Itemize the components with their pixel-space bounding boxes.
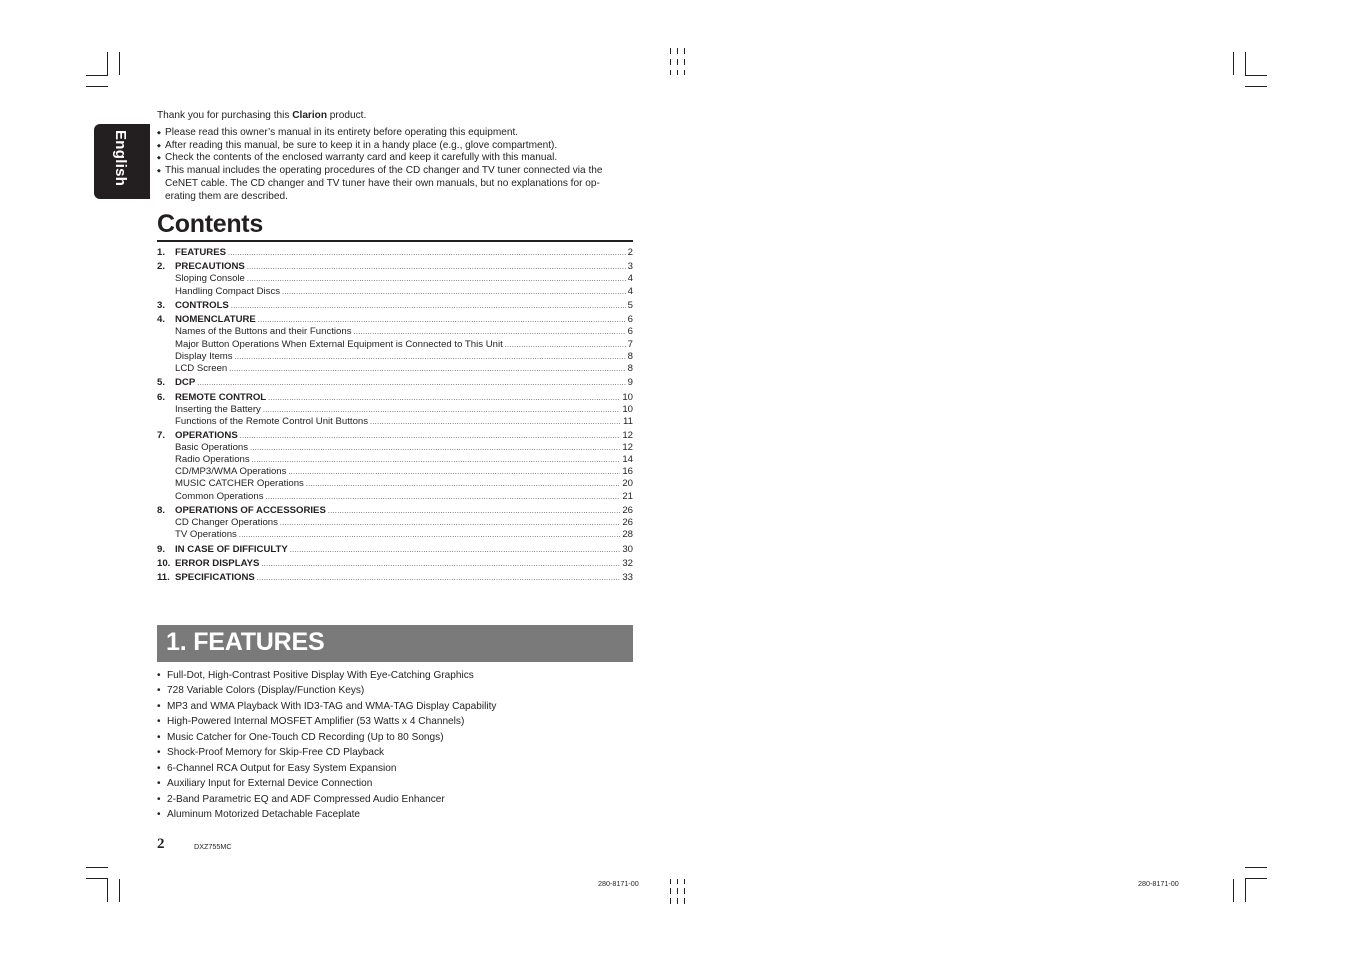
toc-entry-number: 6. (157, 391, 166, 403)
toc-entry-page: 33 (622, 572, 633, 584)
intro-bullet-continuation: erating them are described. (165, 190, 288, 202)
toc-leader-dots (252, 455, 621, 467)
toc-entry-page: 10 (622, 391, 633, 403)
toc-subentry-title: TV Operations (175, 529, 237, 541)
toc-entry-number: 9. (157, 543, 166, 555)
toc-subentry-page: 11 (623, 415, 633, 427)
toc-subentry[interactable] (157, 404, 633, 416)
feature-item: • Music Catcher for One-Touch CD Recording (Up to 80 Songs) (157, 730, 496, 745)
toc-subentry-title: Handling Compact Discs (175, 285, 281, 297)
toc-section (157, 314, 633, 374)
toc-section (157, 261, 633, 297)
toc-subentry-title: Display Items (175, 350, 233, 362)
toc-subentry-page: 14 (622, 454, 633, 466)
toc-subentry-page: 16 (622, 466, 633, 478)
toc-subentry[interactable] (157, 454, 633, 466)
thanks-suffix: product. (327, 110, 367, 121)
toc-leader-dots (266, 492, 621, 504)
toc-entry-number: 1. (157, 247, 166, 258)
feature-item: • 2-Band Parametric EQ and ADF Compressed Audio Enhancer (157, 792, 496, 807)
document-code-right: 280-8171-00 (1138, 879, 1179, 888)
toc-leader-dots (268, 393, 620, 405)
toc-entry-title: OPERATIONS OF ACCESSORIES (175, 504, 326, 516)
feature-item: • 728 Variable Colors (Display/Function Keys) (157, 683, 496, 698)
toc-subentry[interactable] (157, 478, 633, 490)
toc-leader-dots (505, 340, 626, 352)
toc-leader-dots (231, 301, 626, 313)
toc-leader-dots (288, 467, 620, 479)
language-tab (94, 124, 150, 199)
toc-entry[interactable] (157, 314, 633, 326)
toc-entry-number: 11. (157, 572, 170, 584)
feature-item: • Auxiliary Input for External Device Connection (157, 776, 496, 791)
toc-entry[interactable] (157, 300, 633, 312)
toc-leader-dots (239, 530, 620, 542)
toc-leader-dots (306, 479, 620, 491)
toc-leader-dots (290, 545, 621, 557)
toc-entry-page: 26 (622, 504, 633, 516)
toc-entry-title: SPECIFICATIONS (175, 572, 255, 584)
toc-entry-page: 12 (622, 430, 633, 442)
toc-entry-number: 3. (157, 299, 166, 311)
feature-item: • High-Powered Internal MOSFET Amplifier (53 Watts x 4 Channels) (157, 714, 496, 729)
features-heading-banner (157, 625, 633, 662)
toc-entry[interactable] (157, 544, 633, 556)
toc-section (157, 505, 633, 541)
toc-subentry[interactable] (157, 351, 633, 363)
intro-bullet: ◆ After reading this manual, be sure to keep it in a handy place (e.g., glove compartment). (157, 140, 637, 153)
toc-subentry-title: Names of the Buttons and their Functions (175, 326, 352, 338)
toc-subentry-title: Radio Operations (175, 454, 250, 466)
toc-subentry[interactable] (157, 442, 633, 454)
toc-subentry[interactable] (157, 286, 633, 298)
toc-entry-title: CONTROLS (175, 299, 229, 311)
intro-bullet: ◆ Check the contents of the enclosed warranty card and keep it carefully with this manual. (157, 152, 637, 165)
intro-bullets (157, 127, 637, 178)
toc-entry-page: 2 (627, 247, 633, 258)
toc-leader-dots (261, 559, 620, 571)
features-list (157, 668, 496, 822)
toc-subentry-title: LCD Screen (175, 362, 228, 374)
contents-divider (157, 240, 633, 242)
toc-subentry-page: 4 (627, 285, 633, 297)
thanks-prefix: Thank you for purchasing this (157, 110, 293, 121)
toc-entry-title: DCP (175, 377, 196, 389)
toc-entry-title: ERROR DISPLAYS (175, 557, 260, 569)
toc-entry-title: FEATURES (175, 247, 226, 258)
toc-leader-dots (197, 378, 625, 390)
toc-entry-title: REMOTE CONTROL (175, 391, 267, 403)
toc-entry[interactable] (157, 392, 633, 404)
toc-subentry-page: 21 (622, 490, 633, 502)
features-heading: 1. FEATURES (166, 628, 325, 656)
toc-entry[interactable] (157, 430, 633, 442)
table-of-contents (157, 247, 633, 584)
model-number: DXZ755MC (194, 842, 232, 851)
toc-entry-title: PRECAUTIONS (175, 261, 245, 273)
intro-bullet: ◆ Please read this owner’s manual in its entirety before operating this equipment. (157, 127, 637, 140)
toc-leader-dots (228, 248, 626, 260)
toc-leader-dots (247, 274, 626, 286)
toc-subentry[interactable] (157, 491, 633, 503)
toc-entry-page: 6 (627, 314, 633, 326)
toc-entry[interactable] (157, 261, 633, 273)
toc-leader-dots (257, 573, 621, 585)
toc-subentry-page: 7 (627, 338, 633, 350)
thanks-line (157, 110, 637, 123)
toc-subentry[interactable] (157, 466, 633, 478)
feature-item: • Full-Dot, High-Contrast Positive Display With Eye-Catching Graphics (157, 668, 496, 683)
toc-entry-page: 30 (622, 543, 633, 555)
intro-bullet-continuation: CeNET cable. The CD changer and TV tuner have their own manuals, but no explanations for op- (165, 177, 600, 189)
toc-subentry-title: Basic Operations (175, 442, 249, 454)
toc-section (157, 430, 633, 503)
toc-subentry[interactable] (157, 529, 633, 541)
language-tab-label: English (112, 130, 129, 187)
toc-leader-dots (370, 417, 621, 429)
toc-entry-page: 3 (627, 261, 633, 273)
feature-item: • 6-Channel RCA Output for Easy System Expansion (157, 761, 496, 776)
toc-subentry-page: 26 (622, 517, 633, 529)
toc-subentry-title: Inserting the Battery (175, 403, 261, 415)
toc-subentry-title: Functions of the Remote Control Unit Buttons (175, 415, 369, 427)
toc-section (157, 247, 633, 259)
toc-section (157, 300, 633, 312)
feature-item: • Shock-Proof Memory for Skip-Free CD Playback (157, 745, 496, 760)
toc-leader-dots (247, 262, 626, 274)
toc-subentry-title: Sloping Console (175, 273, 245, 285)
toc-subentry-page: 6 (627, 326, 633, 338)
toc-entry-page: 9 (627, 377, 633, 389)
toc-subentry-page: 8 (627, 362, 633, 374)
feature-item: • Aluminum Motorized Detachable Faceplate (157, 807, 496, 822)
toc-entry-title: IN CASE OF DIFFICULTY (175, 543, 288, 555)
toc-leader-dots (280, 518, 620, 530)
toc-subentry-page: 4 (627, 273, 633, 285)
toc-entry-page: 32 (622, 557, 633, 569)
toc-entry-number: 5. (157, 377, 166, 389)
toc-entry[interactable] (157, 505, 633, 517)
toc-subentry-page: 28 (622, 529, 633, 541)
toc-subentry[interactable] (157, 363, 633, 375)
intro-bullet: ◆ This manual includes the operating procedures of the CD changer and TV tuner connected via the (157, 165, 637, 178)
toc-subentry-title: CD Changer Operations (175, 517, 278, 529)
toc-section (157, 572, 633, 584)
toc-entry-page: 5 (627, 299, 633, 311)
brand-name: Clarion (292, 110, 327, 121)
toc-entry[interactable] (157, 572, 633, 584)
toc-subentry-page: 20 (622, 478, 633, 490)
toc-leader-dots (240, 431, 621, 443)
toc-subentry-title: Major Button Operations When External Equipment is Connected to This Unit (175, 338, 503, 350)
feature-item: • MP3 and WMA Playback With ID3-TAG and WMA-TAG Display Capability (157, 699, 496, 714)
toc-section (157, 544, 633, 556)
toc-entry[interactable] (157, 247, 633, 259)
contents-title: Contents (157, 210, 263, 238)
toc-subentry-title: CD/MP3/WMA Operations (175, 466, 287, 478)
toc-subentry-title: MUSIC CATCHER Operations (175, 478, 304, 490)
toc-subentry-page: 12 (622, 442, 633, 454)
toc-subentry-page: 10 (622, 403, 633, 415)
toc-entry-number: 10. (157, 557, 171, 569)
toc-subentry-title: Common Operations (175, 490, 264, 502)
toc-leader-dots (229, 364, 625, 376)
toc-leader-dots (235, 352, 626, 364)
toc-section (157, 377, 633, 389)
toc-subentry[interactable] (157, 517, 633, 529)
toc-entry[interactable] (157, 558, 633, 570)
toc-leader-dots (328, 506, 620, 518)
toc-subentry[interactable] (157, 416, 633, 428)
toc-entry[interactable] (157, 377, 633, 389)
toc-subentry[interactable] (157, 339, 633, 351)
intro-text (157, 110, 637, 204)
toc-entry-title: NOMENCLATURE (175, 314, 256, 326)
toc-entry-number: 2. (157, 261, 166, 273)
toc-subentry-page: 8 (627, 350, 633, 362)
toc-leader-dots (282, 287, 626, 299)
toc-entry-title: OPERATIONS (175, 430, 238, 442)
page-number: 2 (157, 836, 165, 852)
toc-entry-number: 8. (157, 504, 166, 516)
toc-subentry[interactable] (157, 273, 633, 285)
toc-entry-number: 7. (157, 430, 166, 442)
toc-section (157, 392, 633, 428)
toc-entry-number: 4. (157, 314, 166, 326)
toc-section (157, 558, 633, 570)
toc-leader-dots (250, 443, 620, 455)
document-code-left: 280-8171-00 (598, 879, 639, 888)
toc-subentry[interactable] (157, 326, 633, 338)
